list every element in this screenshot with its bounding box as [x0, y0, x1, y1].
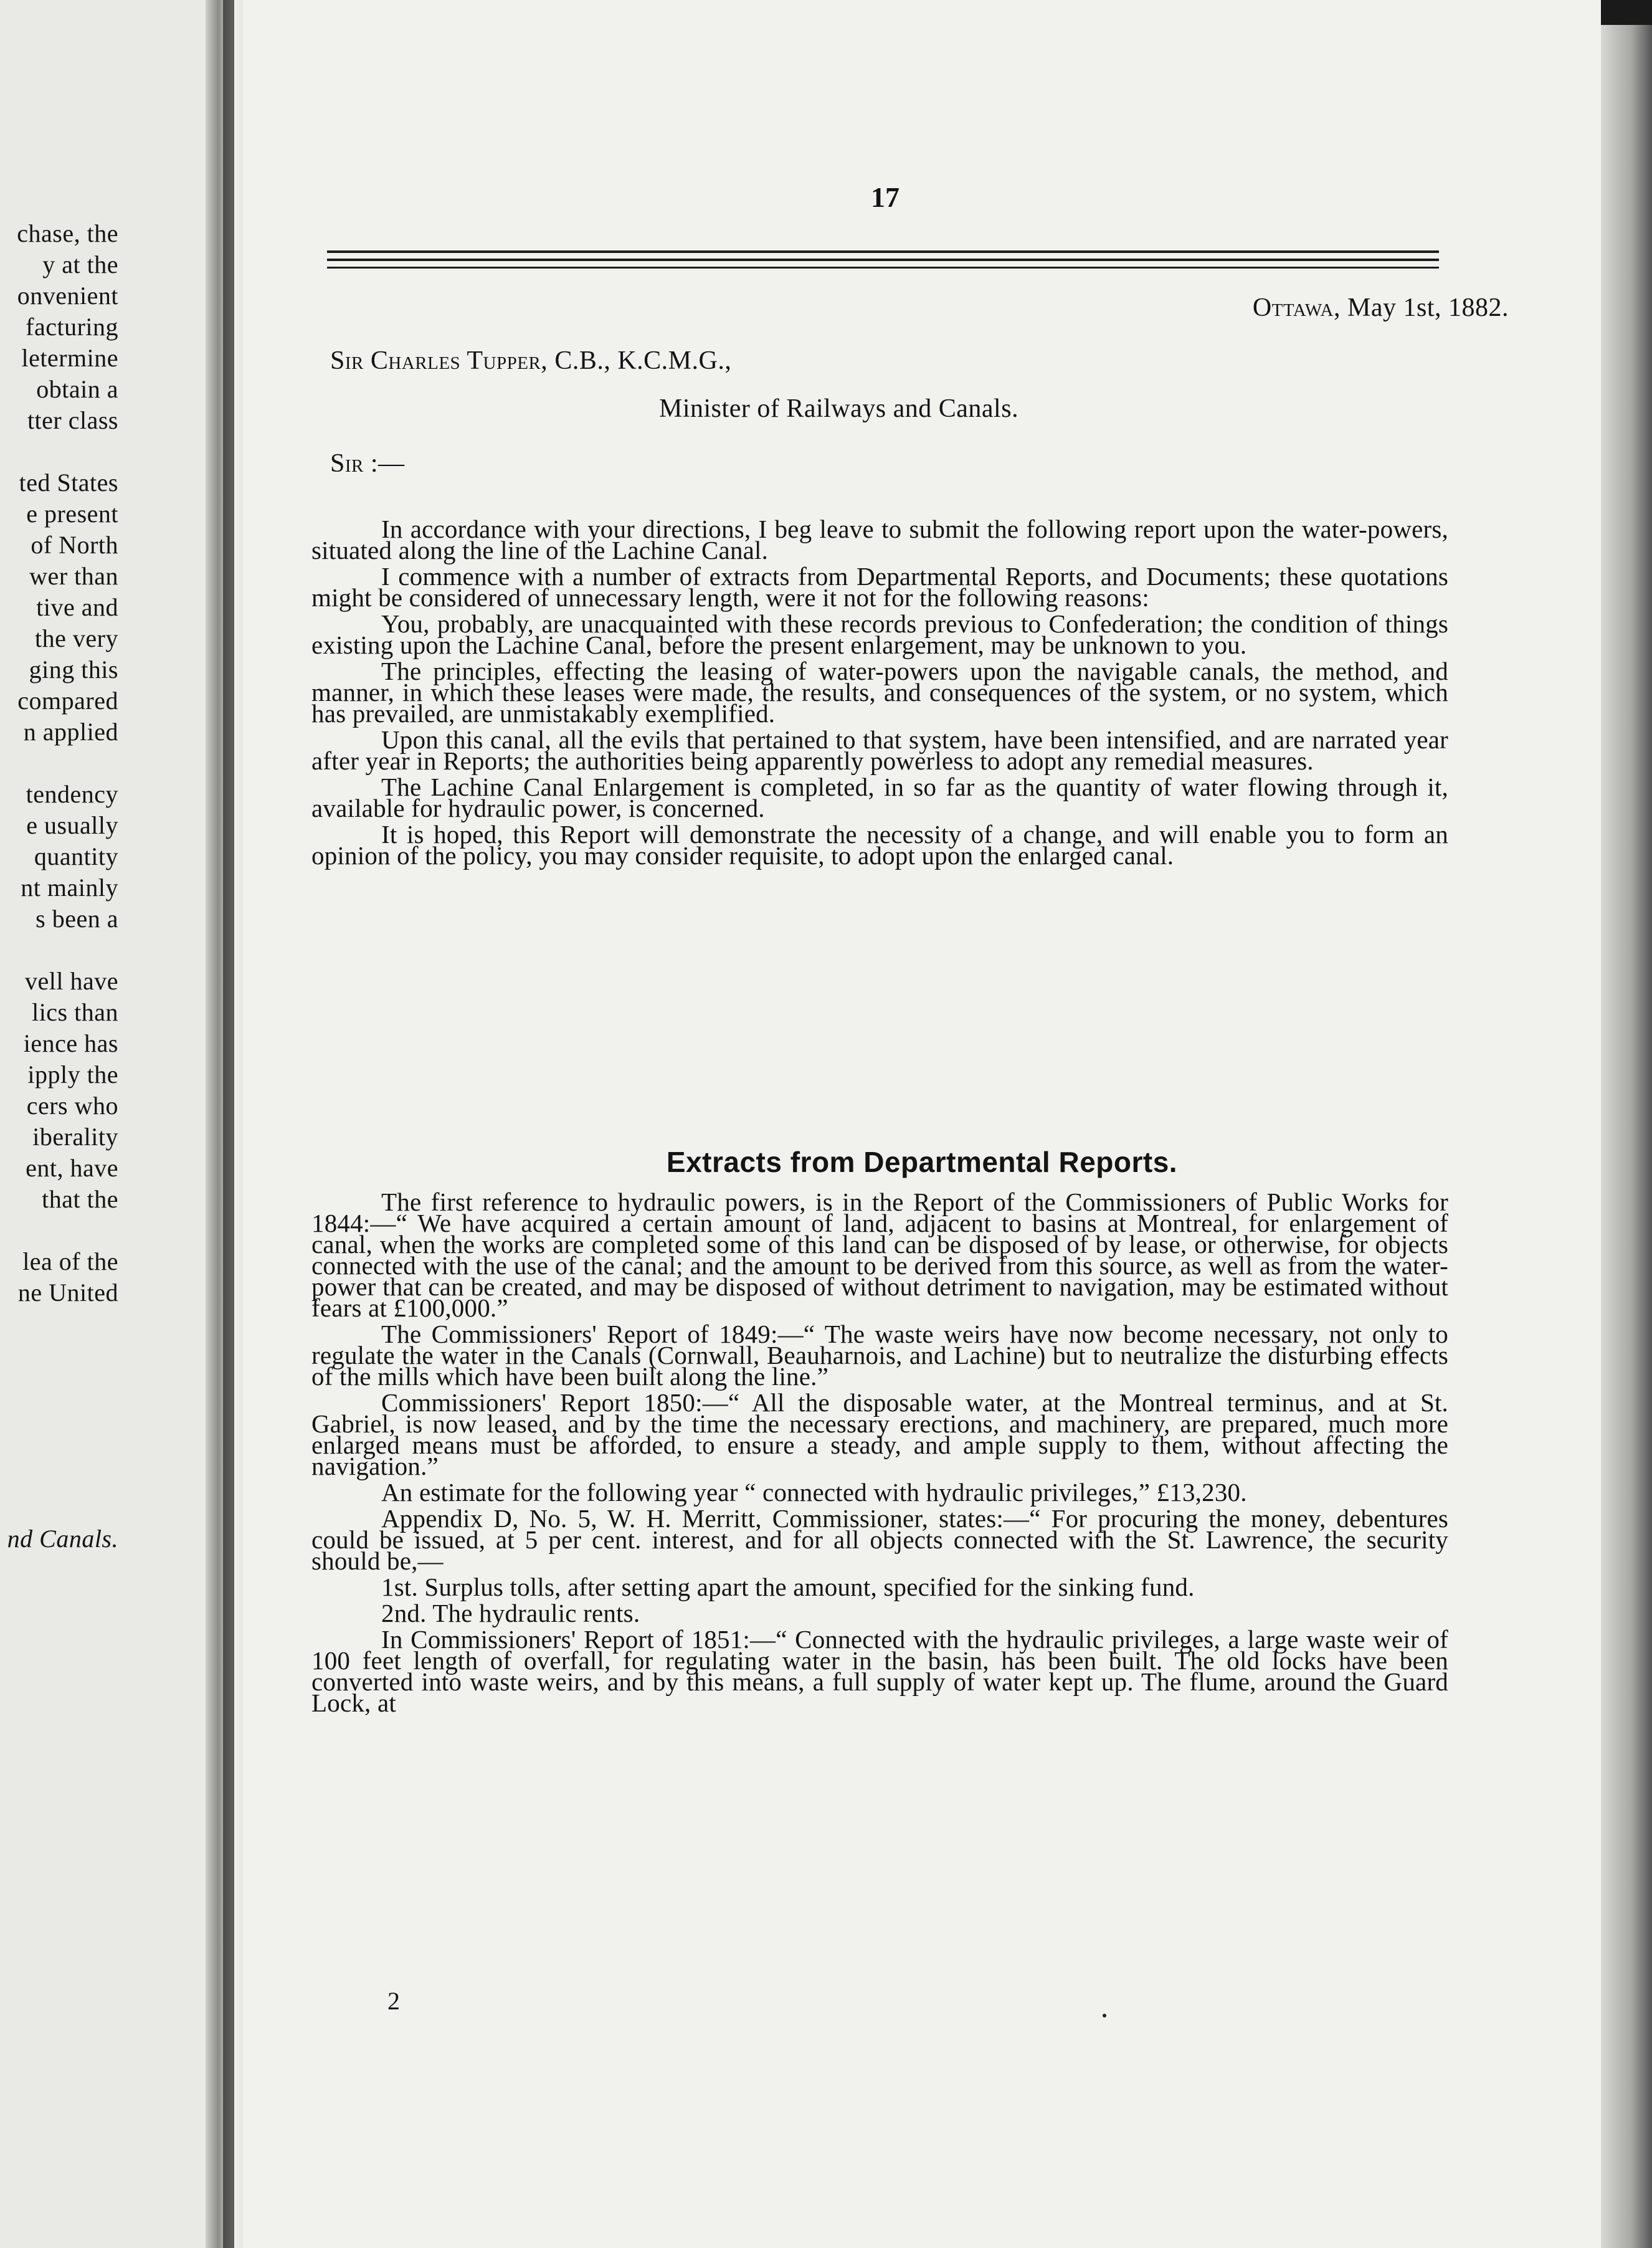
left-facing-page: [0, 0, 206, 2248]
page-edge: [1601, 25, 1652, 2248]
left-page-line: ience has: [23, 1029, 118, 1057]
left-page-line: tter class: [27, 406, 118, 434]
left-page-line: e usually: [26, 811, 118, 839]
gutter-shadow: [223, 0, 234, 2248]
left-page-line: nt mainly: [21, 874, 118, 902]
left-page-line: compared: [17, 687, 118, 715]
report-introduction: [311, 515, 1448, 871]
paragraph: You, probably, are unacquainted with these records previous to Confederation; the condition of things existing upon the Lachine Canal, before the present enlargement, may be unknown to you.: [311, 609, 1448, 659]
addressee: [330, 346, 731, 376]
left-page-line: of North: [31, 531, 118, 559]
left-page-line: n applied: [23, 718, 118, 746]
left-page-line: cers who: [26, 1092, 118, 1120]
left-page-line: lics than: [32, 998, 118, 1026]
section-heading: Extracts from Departmental Reports.: [666, 1146, 1178, 1178]
paragraph: The Lachine Canal Enlargement is completed, in so far as the quantity of water flowing through it, available for hydraulic power, is concerned.: [311, 773, 1448, 822]
left-page-line: the very: [35, 624, 118, 652]
report-extracts: [311, 1188, 1448, 1718]
addressee-honours: C.B., K.C.M.G.,: [554, 346, 732, 375]
dateline-date: May 1st, 1882.: [1347, 293, 1509, 322]
left-page-footer: nd Canals.: [7, 1525, 118, 1553]
paragraph: Upon this canal, all the evils that pertained to that system, have been intensified, and are narrated year after year in Reports; the authorities being apparently powerless to adopt any remedial measures.: [311, 725, 1448, 775]
left-page-line: y at the: [42, 250, 118, 279]
paragraph: Commissioners' Report 1850:—“ All the disposable water, at the Montreal terminus, and at St. Gabriel, is now leased, and by the time the necessary erections, and machinery, are prepared, much more enlarged means must be afforded, to ensure a steady, and ample supply to them, without affecting the navigation.”: [311, 1388, 1448, 1480]
left-page-line: tendency: [26, 780, 118, 808]
addressee-title: Minister of Railways and Canals.: [659, 394, 1019, 423]
paragraph: The first reference to hydraulic powers, is in the Report of the Commissioners of Public Works for 1844:—“ We have acquired a certain amount of land, adjacent to basins at Montreal, for enlargement of canal, when the works are completed some of this land can be disposed of by lease, or otherwise, for objects connected with the use of the canal; and the amount to be derived from this source, as well as from the water-power that can be created, and may be disposed of without detriment to navigation, may be estimated without fears at £100,000.”: [311, 1188, 1448, 1322]
paragraph: In Commissioners' Report of 1851:—“ Connected with the hydraulic privileges, a large waste weir of 100 feet length of overfall, for regulating water in the basin, has been built. The old locks have been converted into waste weirs, and by this means, a full supply of water kept up. The flume, around the Guard Lock, at: [311, 1625, 1448, 1717]
left-page-line: iberality: [32, 1123, 118, 1151]
left-page-line: s been a: [36, 905, 118, 933]
salutation: Sir :—: [330, 449, 405, 478]
paragraph: In accordance with your directions, I beg leave to submit the following report upon the water-powers, situated along the line of the Lachine Canal.: [311, 515, 1448, 564]
print-speck: [1103, 2014, 1106, 2017]
left-page-line: lea of the: [22, 1247, 118, 1275]
left-page-line: that the: [42, 1185, 118, 1213]
left-page-line: ent, have: [26, 1154, 118, 1182]
paragraph: The Commissioners' Report of 1849:—“ The waste weirs have now become necessary, not only to regulate the water in the Canals (Cornwall, Beauharnois, and Lachine) but to neutralize the disturbing effects of the mills which have been built along the line.”: [311, 1320, 1448, 1391]
signature-mark: 2: [387, 1987, 400, 2015]
left-page-line: onvenient: [17, 282, 118, 310]
left-page-line: facturing: [26, 313, 118, 341]
left-page-line: ipply the: [27, 1060, 118, 1088]
paragraph: I commence with a number of extracts from Departmental Reports, and Documents; these quotations might be considered of unnecessary length, were it not for the following reasons:: [311, 562, 1448, 612]
page-number: 17: [871, 181, 900, 213]
left-page-line: vell have: [25, 967, 118, 995]
paragraph: It is hoped, this Report will demonstrate the necessity of a change, and will enable you to form an opinion of the policy, you may consider requisite, to adopt upon the enlarged canal.: [311, 820, 1448, 870]
left-page-line: quantity: [34, 842, 118, 870]
paragraph: 2nd. The hydraulic rents.: [381, 1599, 640, 1627]
paragraph: 1st. Surplus tolls, after setting apart the amount, specified for the sinking fund.: [381, 1573, 1195, 1601]
header-rule: [327, 259, 1439, 261]
paragraph: An estimate for the following year “ connected with hydraulic privileges,” £13,230.: [381, 1478, 1247, 1507]
left-page-line: e present: [26, 500, 118, 528]
dateline-place: Ottawa,: [1252, 293, 1341, 322]
header-rule: [327, 267, 1439, 269]
left-page-line: chase, the: [17, 219, 118, 247]
left-page-line: ne United: [17, 1279, 118, 1307]
left-page-line: ging this: [29, 655, 118, 683]
left-page-line: obtain a: [36, 375, 118, 403]
left-page-line: ted States: [19, 469, 118, 497]
header-rule: [327, 250, 1439, 253]
left-page-line: letermine: [21, 344, 118, 372]
addressee-name: Sir Charles Tupper,: [330, 346, 548, 375]
dateline: [1253, 293, 1509, 323]
paragraph: The principles, effecting the leasing of water-powers upon the navigable canals, the method, and manner, in which these leases were made, the results, and consequences of the system, or no system, which has prevailed, are unmistakably exemplified.: [311, 657, 1448, 728]
main-page: [243, 0, 1601, 2248]
left-page-line: tive and: [36, 593, 118, 621]
left-page-line: wer than: [29, 562, 118, 590]
paragraph: Appendix D, No. 5, W. H. Merritt, Commissioner, states:—“ For procuring the money, debentures could be issued, at 5 per cent. interest, and for all objects connected with the St. Lawrence, the security should be,—: [311, 1504, 1448, 1575]
